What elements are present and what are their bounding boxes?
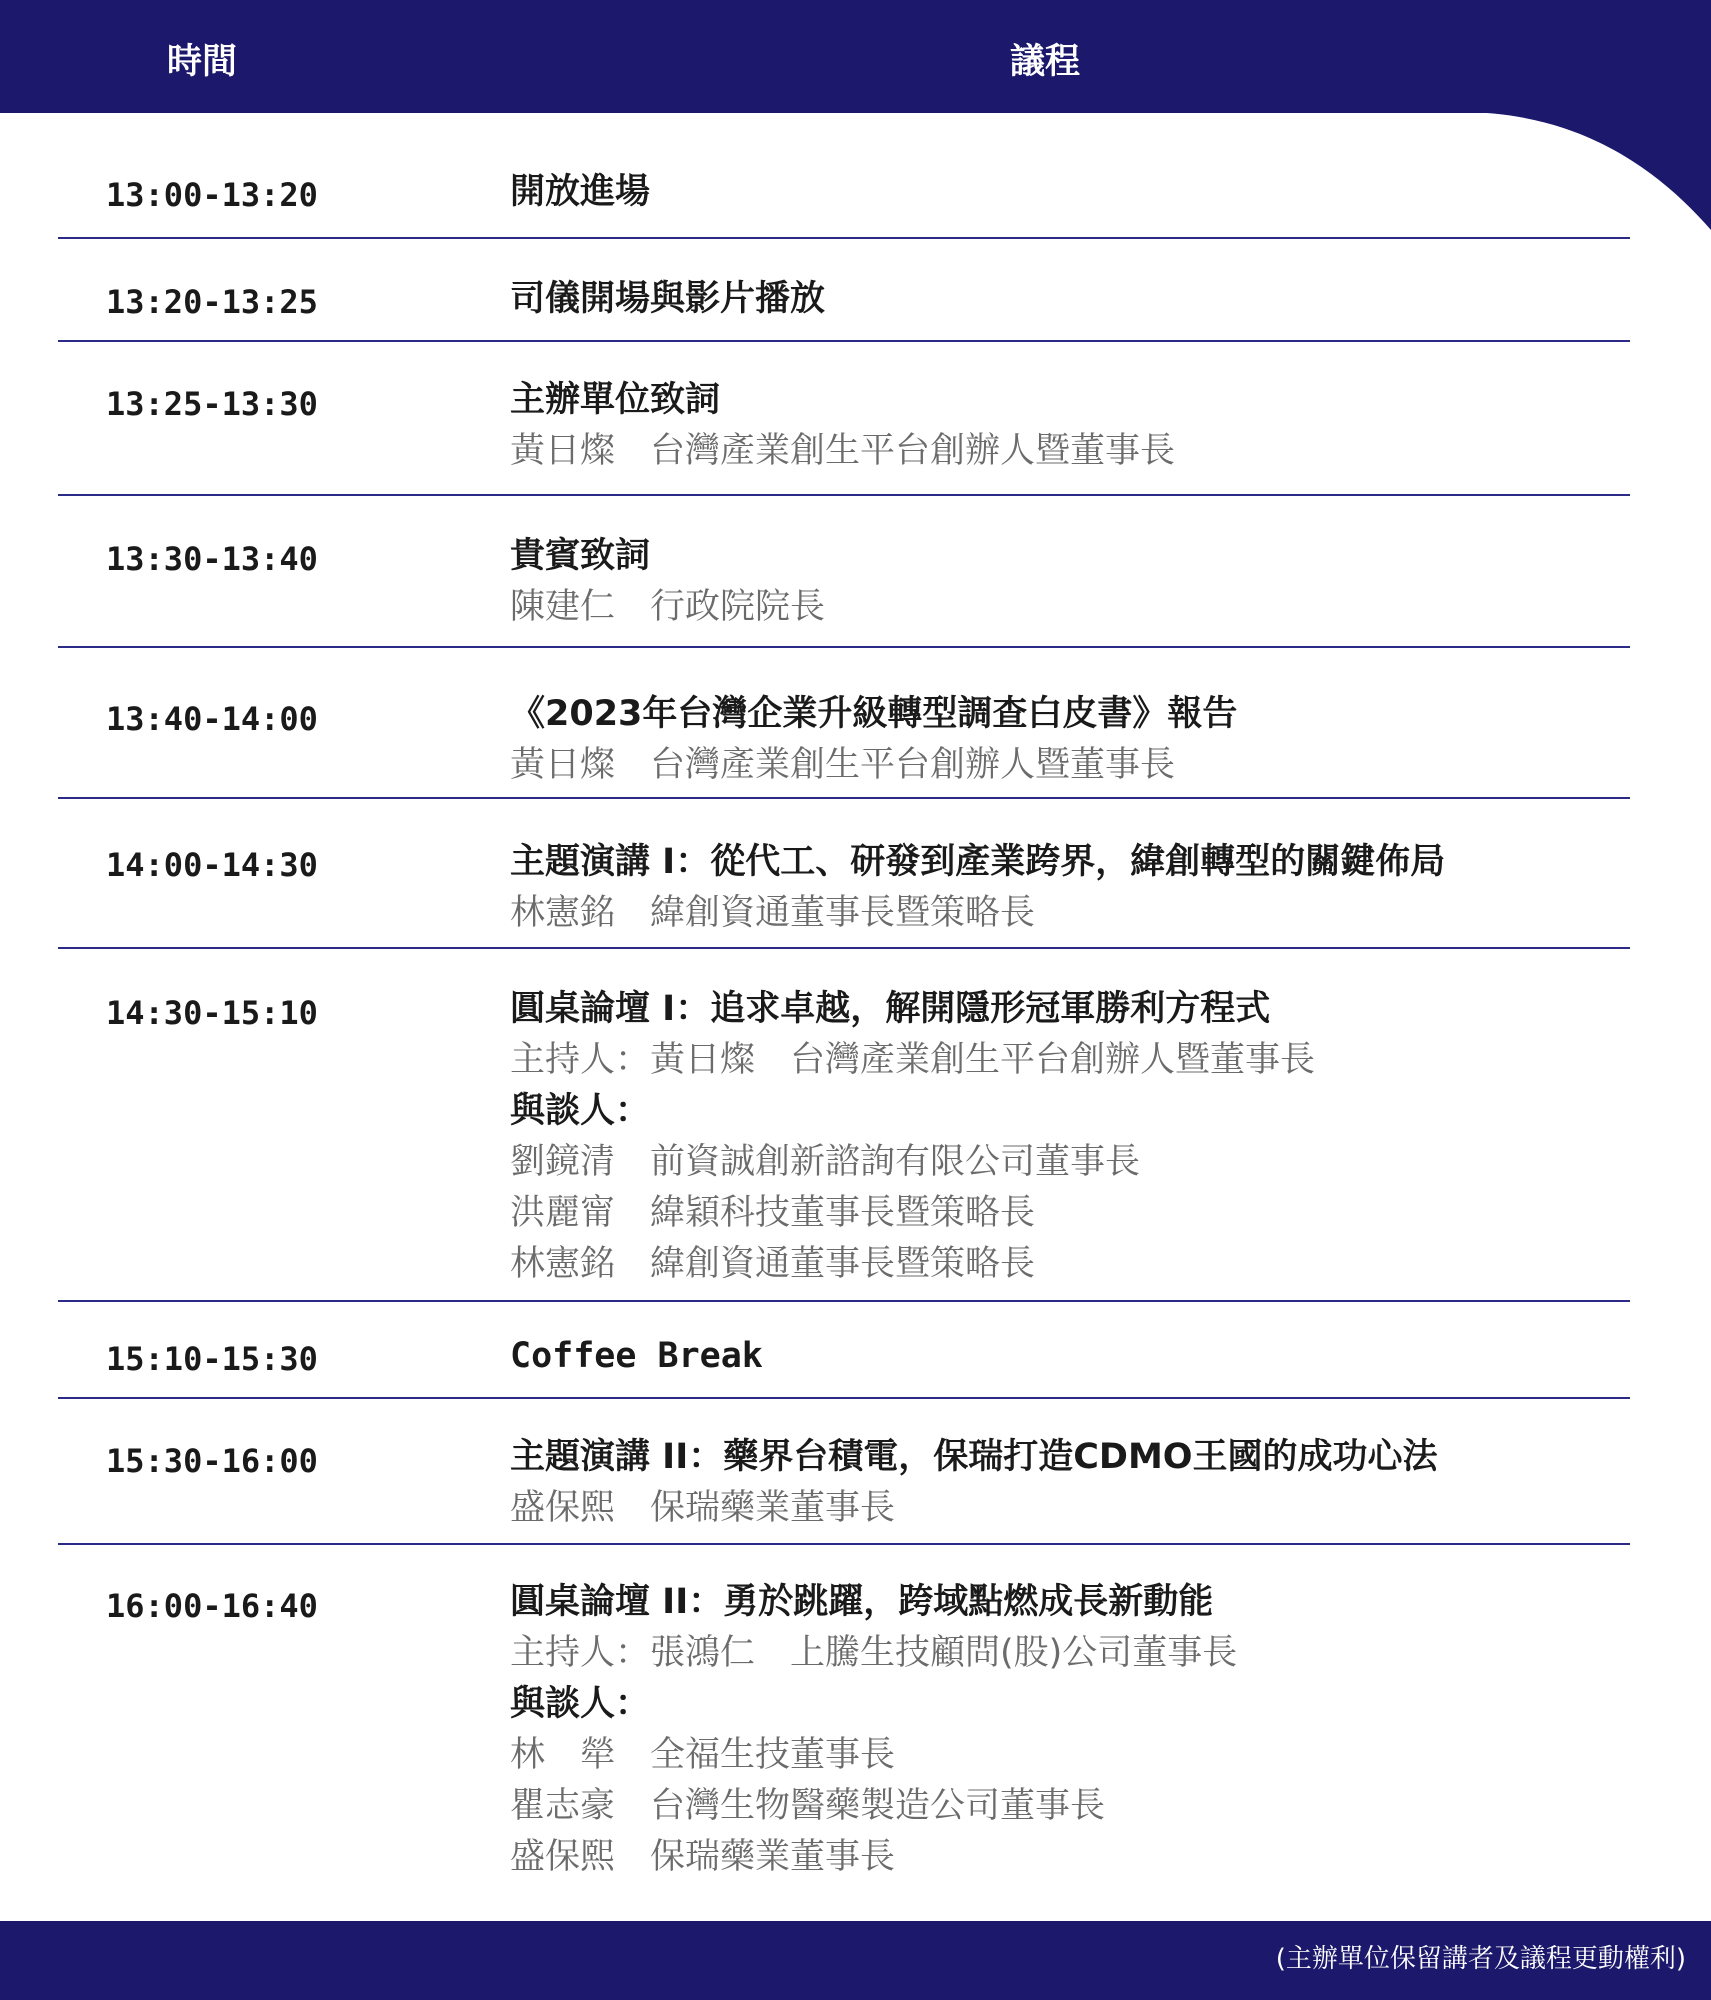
- agenda-item-title: 圓桌論壇 I：追求卓越，解開隱形冠軍勝利方程式: [510, 989, 1271, 1029]
- agenda-content: [510, 167, 1610, 218]
- agenda-row: [58, 799, 1630, 949]
- speaker-line: 主持人：張鴻仁 上騰生技顧問(股)公司董事長: [510, 1633, 1238, 1673]
- agenda-item-title: 主辦單位致詞: [510, 380, 721, 420]
- speaker-line: 林 犖 全福生技董事長: [510, 1735, 896, 1775]
- agenda-time: 13:30-13:40: [106, 540, 318, 578]
- agenda-item-title: 《2023年台灣企業升級轉型調查白皮書》報告: [510, 694, 1238, 734]
- agenda-time: 13:25-13:30: [106, 385, 318, 423]
- agenda-row: [58, 1302, 1630, 1399]
- agenda-content: [510, 1577, 1610, 1883]
- agenda-item-title: 主題演講 I：從代工、研發到產業跨界，緯創轉型的關鍵佈局: [510, 842, 1446, 882]
- column-header-agenda: 議程: [1010, 42, 1081, 82]
- agenda-content: [510, 1331, 1610, 1382]
- panelists-label: 與談人：: [510, 1091, 651, 1131]
- agenda-item-title: 主題演講 II：藥界台積電，保瑞打造CDMO王國的成功心法: [510, 1437, 1438, 1477]
- agenda-row: [58, 1399, 1630, 1545]
- footer-disclaimer: (主辦單位保留講者及議程更動權利): [1275, 1944, 1686, 1974]
- agenda-item-title: 開放進場: [510, 172, 651, 212]
- footer-bar: [0, 1921, 1711, 2000]
- speaker-line: 洪麗甯 緯穎科技董事長暨策略長: [510, 1193, 1036, 1233]
- speaker-line: 盛保熙 保瑞藥業董事長: [510, 1837, 896, 1877]
- agenda-item-title: 司儀開場與影片播放: [510, 279, 826, 319]
- agenda-row: [58, 113, 1630, 239]
- agenda-row: [58, 949, 1630, 1302]
- speaker-line: 主持人：黃日燦 台灣產業創生平台創辦人暨董事長: [510, 1040, 1316, 1080]
- agenda-time: 14:30-15:10: [106, 994, 318, 1032]
- agenda-content: [510, 984, 1610, 1290]
- agenda-time: 15:10-15:30: [106, 1340, 318, 1378]
- speaker-line: 黃日燦 台灣產業創生平台創辦人暨董事長: [510, 431, 1176, 471]
- speaker-line: 瞿志豪 台灣生物醫藥製造公司董事長: [510, 1786, 1106, 1826]
- speaker-line: 林憲銘 緯創資通董事長暨策略長: [510, 1244, 1036, 1284]
- speaker-line: 林憲銘 緯創資通董事長暨策略長: [510, 893, 1036, 933]
- agenda-item-title: Coffee Break: [510, 1336, 763, 1376]
- agenda-item-title: 圓桌論壇 II：勇於跳躍，跨域點燃成長新動能: [510, 1582, 1214, 1622]
- agenda-time: 16:00-16:40: [106, 1587, 318, 1625]
- speaker-line: 陳建仁 行政院院長: [510, 587, 826, 627]
- speaker-line: 劉鏡清 前資誠創新諮詢有限公司董事長: [510, 1142, 1141, 1182]
- agenda-row: [58, 1545, 1630, 1921]
- agenda-time: 13:40-14:00: [106, 700, 318, 738]
- agenda-content: [510, 375, 1610, 477]
- speaker-line: 黃日燦 台灣產業創生平台創辦人暨董事長: [510, 745, 1176, 785]
- agenda-row: [58, 239, 1630, 342]
- speaker-line: 盛保熙 保瑞藥業董事長: [510, 1488, 896, 1528]
- agenda-time: 14:00-14:30: [106, 846, 318, 884]
- agenda-content: [510, 689, 1610, 791]
- agenda-time: 13:00-13:20: [106, 176, 318, 214]
- agenda-time: 15:30-16:00: [106, 1442, 318, 1480]
- agenda-row: [58, 648, 1630, 799]
- agenda-content: [510, 1432, 1610, 1534]
- agenda-content: [510, 274, 1610, 325]
- agenda-content: [510, 531, 1610, 633]
- panelists-label: 與談人：: [510, 1684, 651, 1724]
- agenda-content: [510, 837, 1610, 939]
- agenda-row: [58, 342, 1630, 496]
- agenda-item-title: 貴賓致詞: [510, 536, 651, 576]
- agenda-row: [58, 496, 1630, 648]
- agenda-time: 13:20-13:25: [106, 283, 318, 321]
- column-header-time: 時間: [167, 42, 238, 82]
